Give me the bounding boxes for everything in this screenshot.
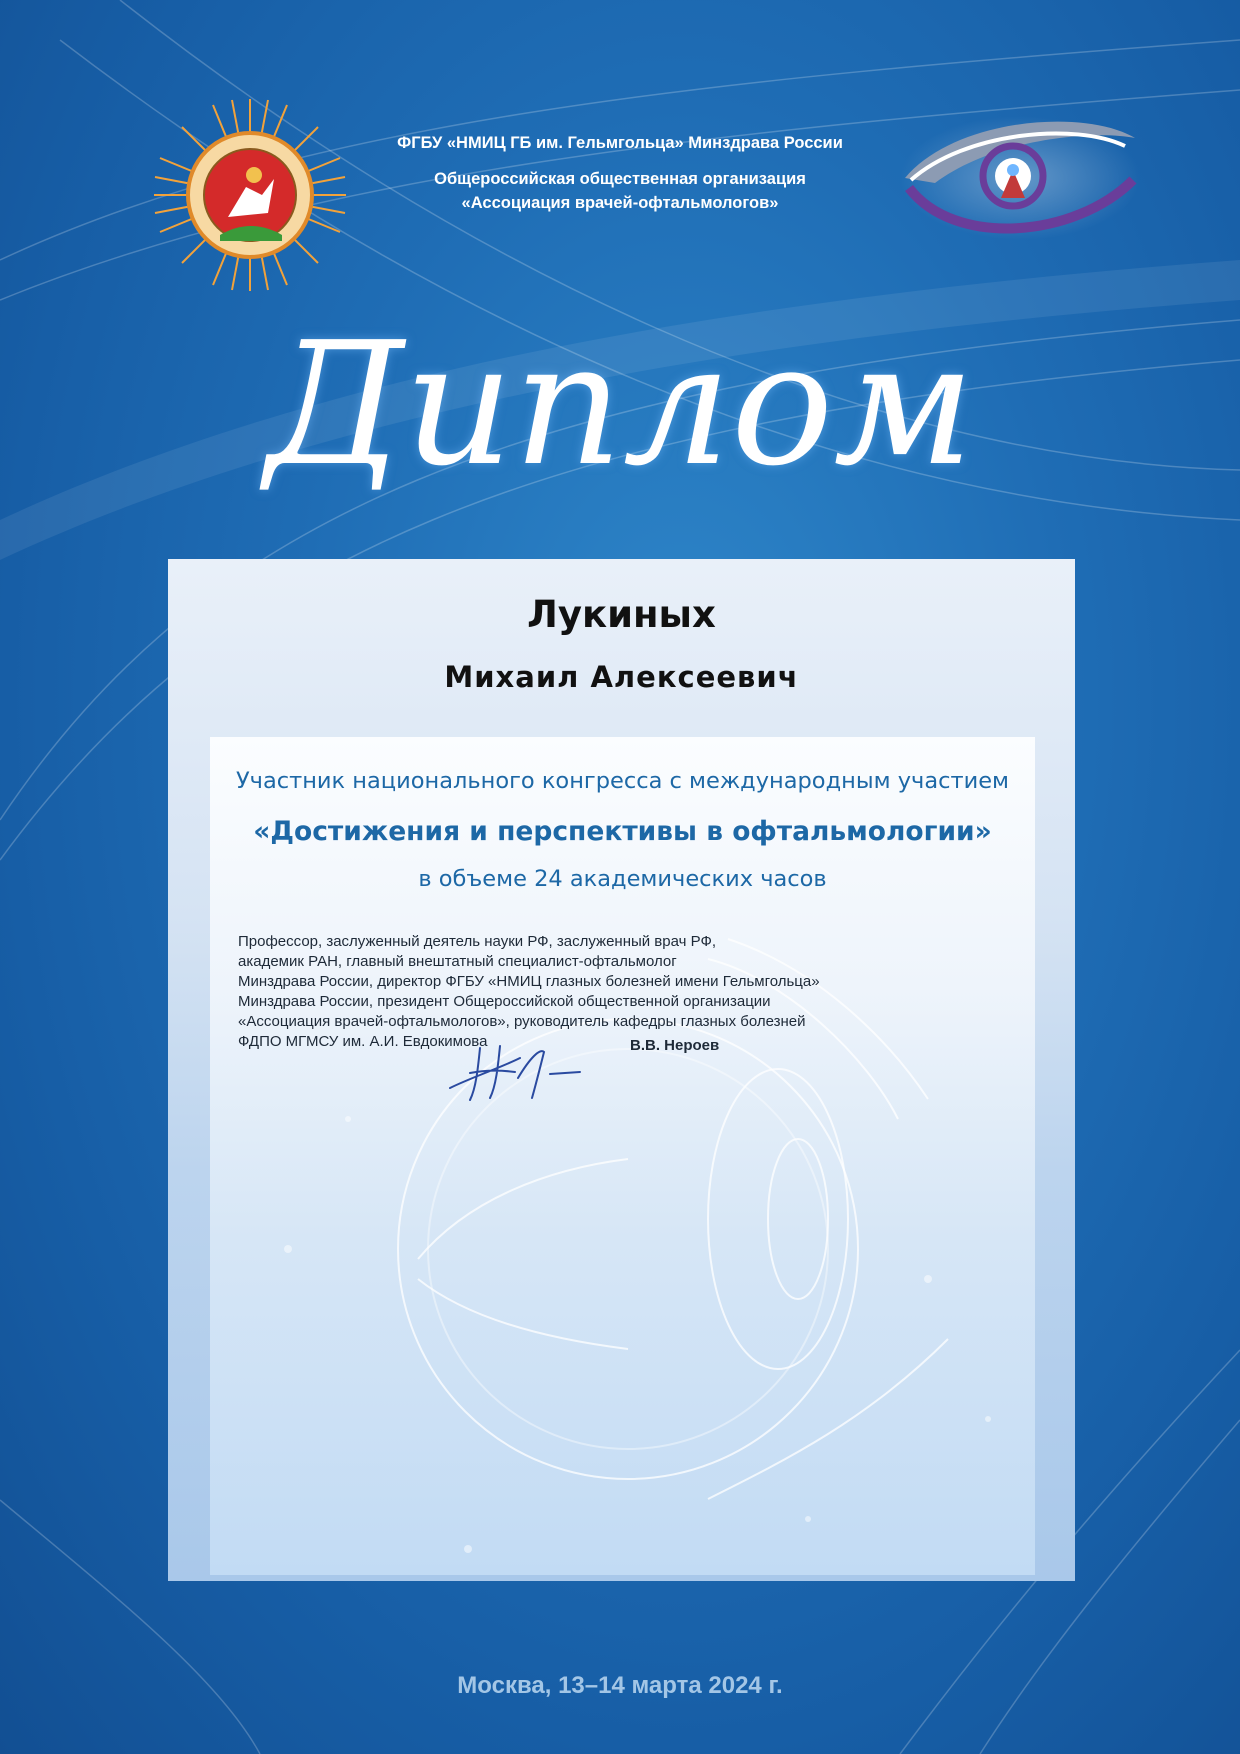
recipient-given-names: Михаил Алексеевич [444,660,799,694]
signer-line: Минздрава России, директор ФГБУ «НМИЦ глазных болезней имени Гельмгольца» [238,973,820,990]
eye-anatomy-illustration [168,559,1075,1581]
org-name-institute: ФГБУ «НМИЦ ГБ им. Гельмгольца» Минздрава России [397,134,843,152]
participation-statement: Участник национального конгресса с международным участием [235,768,1010,794]
signer-line: академик РАН, главный внештатный специалист-офтальмолог [238,953,677,970]
diploma-title: Диплом [265,306,975,504]
congress-name: «Достижения и перспективы в офтальмологии» [253,816,992,847]
signer-line: «Ассоциация врачей-офтальмологов», руководитель кафедры глазных болезней [238,1013,806,1030]
signer-name: В.В. Нероев [630,1037,720,1054]
signer-line: Минздрава России, президент Общероссийской общественной организации [238,993,771,1010]
recipient-surname: Лукиных [527,593,716,636]
signer-line: ФДПО МГМСУ им. А.И. Евдокимова [238,1033,488,1050]
signer-line: Профессор, заслуженный деятель науки РФ, заслуженный врач РФ, [238,933,717,950]
place-and-date: Москва, 13–14 марта 2024 г. [457,1672,783,1699]
org-name-association-line2: «Ассоциация врачей-офтальмологов» [461,194,779,212]
moscow-emblem-logo [150,95,350,295]
signer-credentials [238,932,878,1052]
eye-association-logo [895,108,1145,248]
org-name-association-line1: Общероссийская общественная организация [434,170,806,188]
academic-hours: в объеме 24 академических часов [418,866,827,892]
handwritten-signature [440,1038,620,1108]
